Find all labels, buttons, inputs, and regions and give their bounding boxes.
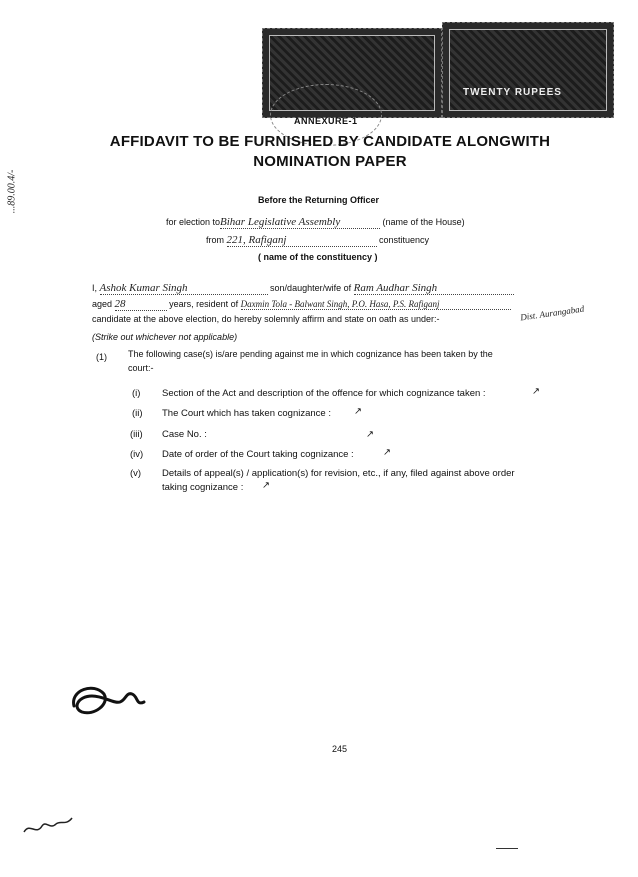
constituency-note: ( name of the constituency ) [258, 252, 378, 262]
annexure-label: ANNEXURE-1 [294, 116, 358, 126]
item-text: Section of the Act and description of the offence for which cognizance taken : [162, 388, 486, 399]
signature [64, 676, 154, 724]
section1-number: (1) [96, 352, 107, 362]
constituency-value: 221, Rafiganj [227, 234, 377, 247]
item-num: (v) [130, 468, 142, 479]
margin-note: ...89.00.4/- [6, 169, 18, 214]
declarant-aged: aged [92, 299, 113, 309]
declarant-address: Daxmin Tola - Balwant Singh, P.O. Hasa, P.S. Rafiganj [241, 299, 511, 310]
declarant-relation: son/daughter/wife of [270, 283, 352, 293]
item-text: The Court which has taken cognizance : [162, 408, 331, 419]
item-mark: ↗ [366, 429, 374, 440]
election-prefix: for election to [166, 217, 221, 227]
stamp-paper-right [442, 22, 614, 118]
declarant-line1 [92, 282, 514, 295]
page-number: 245 [332, 744, 348, 754]
before-line: Before the Returning Officer [258, 195, 380, 205]
election-house-value: Bihar Legislative Assembly [220, 216, 380, 229]
constituency-prefix: from [206, 235, 224, 245]
item-text: Case No. : [162, 429, 207, 440]
declarant-line2 [92, 298, 511, 311]
page-title: AFFIDAVIT TO BE FURNISHED BY CANDIDATE ALONGWITH [109, 133, 551, 150]
election-line [166, 216, 465, 229]
stamp-right-text: TWENTY RUPEES [463, 87, 562, 98]
item-text: Details of appeal(s) / application(s) for revision, etc., if any, filed against above order [162, 468, 515, 479]
item-num: (iv) [130, 449, 144, 460]
declarant-prefix: I, [92, 283, 98, 293]
election-suffix: (name of the House) [382, 217, 465, 227]
item-text: Date of order of the Court taking cognizance : [162, 449, 354, 460]
item-num: (i) [132, 388, 141, 399]
item-text-line2: taking cognizance : [162, 482, 244, 493]
section1-text-line2: court:- [128, 363, 154, 373]
declarant-address2: Dist. Aurangabad [519, 303, 585, 323]
item-mark: ↗ [532, 386, 540, 397]
margin-scribble-bottom [20, 812, 80, 842]
declarant-name: Ashok Kumar Singh [100, 282, 268, 295]
item-num: (iii) [130, 429, 143, 440]
section1-text-line1: The following case(s) is/are pending against me in which cognizance has been taken by the [128, 349, 493, 359]
constituency-line [206, 234, 429, 247]
declarant-parent: Ram Audhar Singh [354, 282, 514, 295]
item-mark: ↗ [354, 406, 362, 417]
bottom-right-line [496, 848, 518, 849]
declarant-resident: years, resident of [169, 299, 239, 309]
strike-note: (Strike out whichever not applicable) [92, 332, 238, 342]
constituency-suffix: constituency [379, 235, 430, 245]
page-subtitle: NOMINATION PAPER [253, 153, 407, 170]
declarant-age: 28 [115, 298, 167, 311]
item-mark: ↗ [383, 447, 391, 458]
item-num: (ii) [132, 408, 143, 419]
declarant-line3: candidate at the above election, do hereby solemnly affirm and state on oath as under:- [92, 314, 440, 324]
item-mark: ↗ [262, 480, 270, 491]
